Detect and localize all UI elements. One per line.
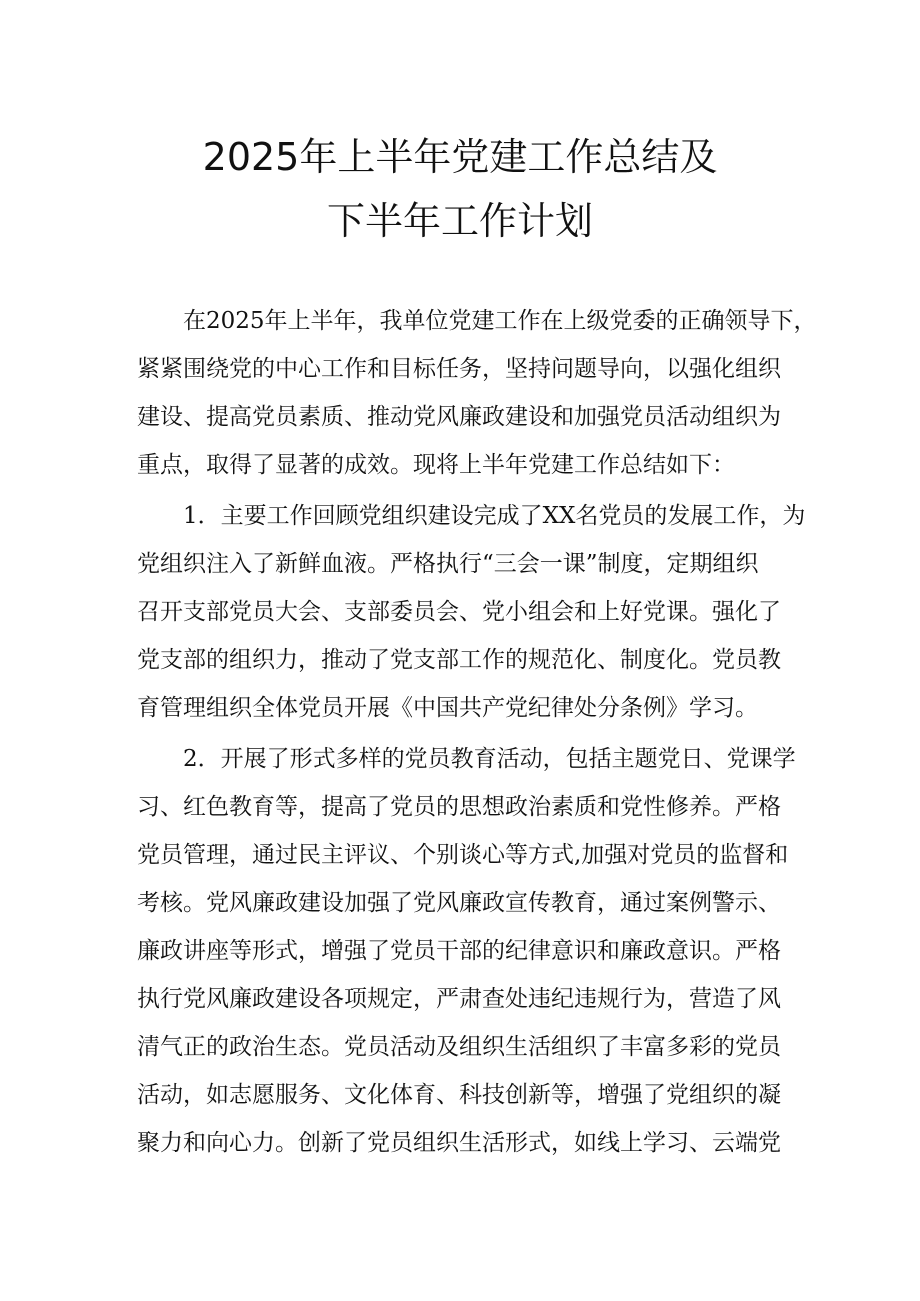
- body-text-line: 廉政讲座等形式，增强了党员干部的纪律意识和廉政意识。严格: [137, 938, 781, 964]
- body-text-line: 重点，取得了显著的成效。现将上半年党建工作总结如下：: [137, 452, 735, 478]
- body-text-line: 建设、提高党员素质、推动党风廉政建设和加强党员活动组织为: [137, 404, 781, 430]
- body-text-line: 2．开展了形式多样的党员教育活动，包括主题党日、党课学: [183, 746, 796, 772]
- body-text-line: 执行党风廉政建设各项规定，严肃查处违纪违规行为，营造了风: [137, 986, 781, 1012]
- body-text-line: 清气正的政治生态。党员活动及组织生活组织了丰富多彩的党员: [137, 1034, 781, 1060]
- body-text-line: 育管理组织全体党员开展《中国共产党纪律处分条例》学习。: [137, 695, 758, 721]
- body-text-line: 习、红色教育等，提高了党员的思想政治素质和党性修养。严格: [137, 794, 781, 820]
- body-text-line: 1．主要工作回顾党组织建设完成了XX名党员的发展工作，为: [183, 503, 806, 529]
- body-text-line: 在2025年上半年，我单位党建工作在上级党委的正确领导下，: [183, 308, 817, 334]
- body-text-line: 考核。党风廉政建设加强了党风廉政宣传教育，通过案例警示、: [137, 890, 781, 916]
- body-text-line: 召开支部党员大会、支部委员会、党小组会和上好党课。强化了: [137, 599, 781, 625]
- document-title-line-1: 2025年上半年党建工作总结及: [202, 135, 718, 179]
- body-text-line: 活动，如志愿服务、文化体育、科技创新等，增强了党组织的凝: [137, 1082, 781, 1108]
- body-text-line: 党组织注入了新鲜血液。严格执行“三会一课”制度，定期组织: [137, 551, 759, 577]
- body-text-line: 党支部的组织力，推动了党支部工作的规范化、制度化。党员教: [137, 647, 781, 673]
- document-title-line-2: 下半年工作计划: [326, 199, 593, 243]
- body-text-line: 紧紧围绕党的中心工作和目标任务，坚持问题导向，以强化组织: [137, 356, 781, 382]
- body-text-line: 党员管理，通过民主评议、个别谈心等方式,加强对党员的监督和: [137, 842, 789, 868]
- body-text-line: 聚力和向心力。创新了党员组织生活形式，如线上学习、云端党: [137, 1130, 781, 1156]
